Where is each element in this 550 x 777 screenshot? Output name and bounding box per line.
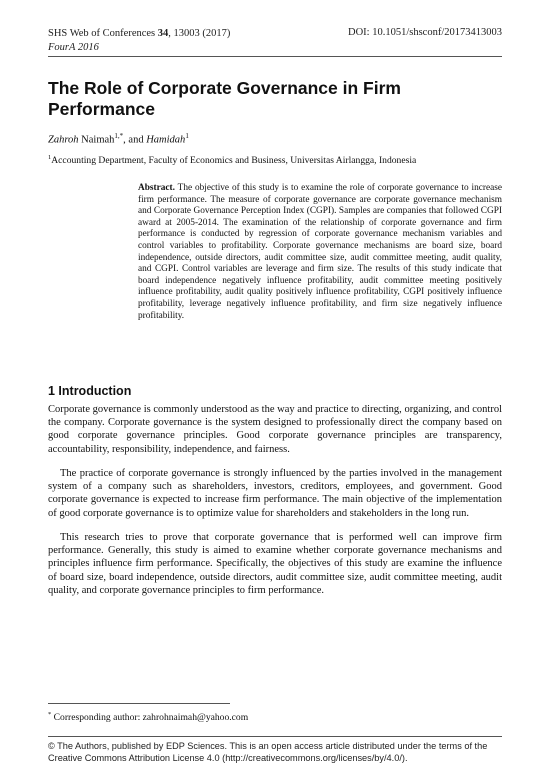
license-divider [48, 736, 502, 737]
article-number: , 13003 (2017) [168, 28, 231, 39]
footnote-divider [48, 703, 230, 704]
license-notice: © The Authors, published by EDP Sciences. This is an open access article distributed under the terms of the Creative Commons Attribution License 4.0 (http://creativecommons.org/licenses/by/4.0/). [48, 741, 488, 763]
venue-name: FourA 2016 [48, 42, 99, 53]
intro-paragraph-3: This research tries to prove that corporate governance that is performed well can improve firm performance. Generally, this study is aimed to examine whether corporate governance mechanisms and principles influence firm performance. Specifically, the objectives of this study are examine the influence of board size, board independence, outside directors, audit committee size, audit committee meeting, audit quality, and corporate governance principles to firm performance. [48, 532, 502, 596]
doi-link[interactable]: DOI: 10.1051/shsconf/20173413003 [348, 27, 502, 38]
intro-paragraph-2: The practice of corporate governance is strongly influenced by the parties involved in the management system of a company such as shareholders, investors, creditors, employees, and government. Good corporate governance is expected to increase firm performance. The main objective of the implementation of good corporate governance is to optimize value for shareholders and stakeholders in the long run. [48, 468, 502, 519]
conference-label: SHS Web of Conferences [48, 28, 158, 39]
corresponding-author-text: Corresponding author: zahrohnaimah@yahoo.com [53, 712, 249, 724]
affiliation [48, 154, 416, 166]
author-conjunction: , and [123, 134, 147, 146]
abstract [138, 183, 502, 322]
footnote [48, 711, 248, 723]
author-2-name: Hamidah [146, 134, 186, 146]
abstract-text: The objective of this study is to examine the role of corporate governance to increase firm performance. The measure of corporate governance are corporate governance mechanism and Corporate Governance Perception Index (CGPI). Samples are companies that followed CGPI award at 2005-2014. The examination of the relationship of corporate governance and firm performance is conducted by regression of corporate governance mechanism variables and control variables to profitability. Corporate governance mechanisms are board size, board independence, outside directors, audit committee size, audit committee meeting, audit quality, and CGPI. Control variables are leverage and firm size. The results of this study indicate that board independence negatively influence profitability, audit committee meeting positively influence profitability, audit quality positively influence profitability, CGPI positively influence profitability, leverage negatively influence profitability, and firm size negatively influence profitability. [138, 183, 502, 321]
footnote-marker: * [48, 711, 52, 718]
volume-number: 34 [157, 28, 169, 39]
affiliation-text: Accounting Department, Faculty of Economics and Business, Universitas Airlangga, Indonesia [51, 155, 417, 167]
intro-paragraph-1: Corporate governance is commonly understood as the way and practice to directing, organizing, and control the company. Corporate governance is the system designed to professionally direct the company based on good corporate governance principles. Good corporate governance principles are transparency, accountability, responsibility, independence, and fairness. [48, 404, 502, 455]
author-1-family-name: Naimah [78, 134, 115, 146]
author-2-marker: 1 [185, 132, 189, 140]
running-header [48, 27, 230, 55]
abstract-label: Abstract. [138, 183, 175, 193]
section-heading-introduction: 1 Introduction [48, 384, 132, 398]
conference-name [48, 27, 230, 41]
author-1-given-name: Zahroh [48, 134, 79, 146]
affiliation-marker: 1 [48, 154, 52, 161]
paper-title: The Role of Corporate Governance in Firm Performance [48, 78, 401, 119]
author-1-marker: 1,* [114, 132, 124, 140]
header-divider [48, 56, 502, 57]
author-list [48, 132, 189, 146]
